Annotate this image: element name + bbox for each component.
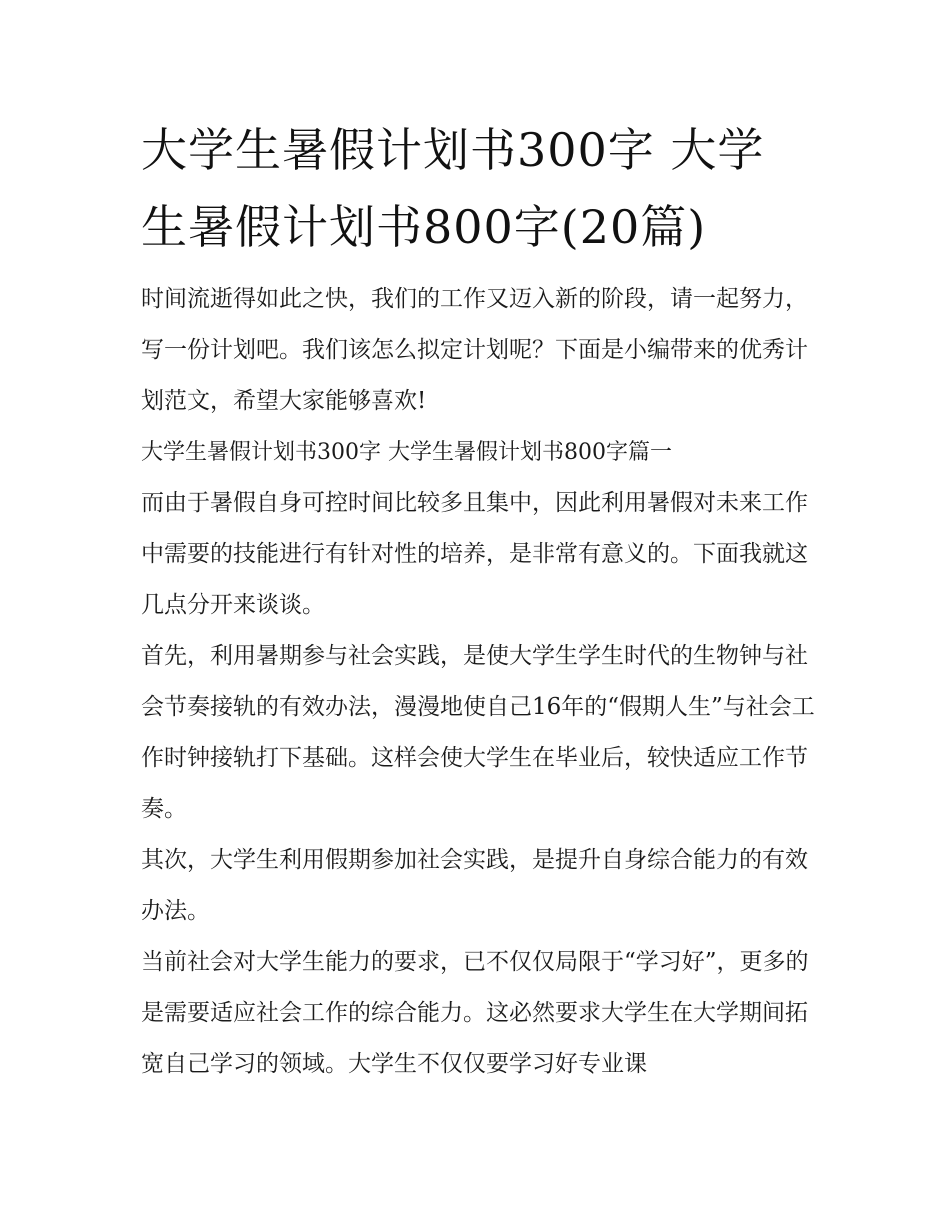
intro-paragraph: 时间流逝得如此之快，我们的工作又迈入新的阶段，请一起努力，写一份计划吧。我们该怎么拟定计划呢？下面是小编带来的优秀计划范文，希望大家能够喜欢! [141, 286, 808, 414]
title-line-2: 生暑假计划书800字(20篇) [141, 200, 707, 254]
body-paragraph: 而由于暑假自身可控时间比较多且集中，因此利用暑假对未来工作中需要的技能进行有针对性的培养，是非常有意义的。下面我就这几点分开来谈谈。 [141, 490, 808, 618]
document-content [141, 112, 816, 1090]
body-paragraph: 当前社会对大学生能力的要求，已不仅仅局限于“学习好”，更多的是需要适应社会工作的综合能力。这必然要求大学生在大学期间拓宽自己学习的领域。大学生不仅仅要学习好专业课 [141, 949, 809, 1077]
section-heading: 大学生暑假计划书300字 大学生暑假计划书800字篇一 [141, 440, 672, 465]
title-line-1: 大学生暑假计划书300字 大学 [141, 123, 765, 177]
body-paragraph: 其次，大学生利用假期参加社会实践，是提升自身综合能力的有效办法。 [141, 847, 808, 924]
document-title [141, 112, 816, 266]
document-body [141, 274, 816, 1090]
body-paragraph: 首先，利用暑期参与社会实践，是使大学生学生时代的生物钟与社会节奏接轨的有效办法，漫漫地使自己16年的“假期人生”与社会工作时钟接轨打下基础。这样会使大学生在毕业后，较快适应工作节奏。 [141, 643, 815, 822]
